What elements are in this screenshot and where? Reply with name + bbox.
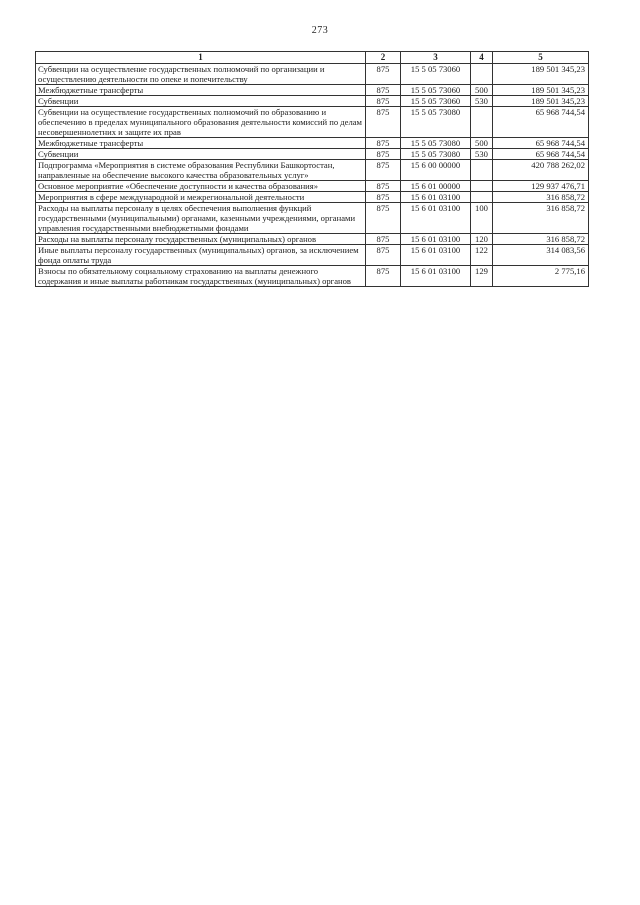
header-col-1: 1 — [36, 52, 366, 64]
row-ved: 875 — [366, 138, 401, 149]
row-name: Субвенции — [36, 149, 366, 160]
table-row — [36, 149, 589, 160]
row-sum: 316 858,72 — [493, 192, 589, 203]
header-col-2: 2 — [366, 52, 401, 64]
row-vr: 122 — [471, 245, 493, 266]
row-vr — [471, 107, 493, 138]
table-row — [36, 64, 589, 85]
row-ved: 875 — [366, 96, 401, 107]
row-name: Межбюджетные трансферты — [36, 138, 366, 149]
row-name: Межбюджетные трансферты — [36, 85, 366, 96]
page-number: 273 — [311, 25, 329, 36]
row-name: Субвенции на осуществление государственных полномочий по организации и осуществлению деятельности по опеке и попечительству — [36, 64, 366, 85]
row-vr: 129 — [471, 266, 493, 287]
row-name: Расходы на выплаты персоналу государственных (муниципальных) органов — [36, 234, 366, 245]
row-csr: 15 6 01 03100 — [401, 266, 471, 287]
row-sum: 314 083,56 — [493, 245, 589, 266]
row-sum: 65 968 744,54 — [493, 138, 589, 149]
row-sum: 189 501 345,23 — [493, 96, 589, 107]
row-name: Субвенции на осуществление государственных полномочий по образованию и обеспечению в пределах муниципального образования деятельности комиссий по делам несовершеннолетних и защите их прав — [36, 107, 366, 138]
row-vr: 100 — [471, 203, 493, 234]
row-vr: 500 — [471, 138, 493, 149]
row-ved: 875 — [366, 64, 401, 85]
header-col-4: 4 — [471, 52, 493, 64]
row-csr: 15 6 01 03100 — [401, 192, 471, 203]
row-ved: 875 — [366, 234, 401, 245]
row-ved: 875 — [366, 149, 401, 160]
budget-table — [35, 51, 589, 287]
row-csr: 15 5 05 73060 — [401, 96, 471, 107]
row-csr: 15 5 05 73080 — [401, 107, 471, 138]
row-csr: 15 5 05 73080 — [401, 138, 471, 149]
row-vr: 500 — [471, 85, 493, 96]
table-row — [36, 203, 589, 234]
row-csr: 15 5 05 73060 — [401, 85, 471, 96]
row-vr — [471, 160, 493, 181]
row-sum: 65 968 744,54 — [493, 107, 589, 138]
row-sum: 189 501 345,23 — [493, 85, 589, 96]
row-name: Основное мероприятие «Обеспечение доступности и качества образования» — [36, 181, 366, 192]
row-sum: 316 858,72 — [493, 203, 589, 234]
row-vr: 120 — [471, 234, 493, 245]
row-ved: 875 — [366, 160, 401, 181]
row-name: Взносы по обязательному социальному страхованию на выплаты денежного содержания и иные выплаты работникам государственных (муниципальных) органов — [36, 266, 366, 287]
row-vr: 530 — [471, 96, 493, 107]
row-ved: 875 — [366, 192, 401, 203]
row-csr: 15 6 01 00000 — [401, 181, 471, 192]
header-col-3: 3 — [401, 52, 471, 64]
row-sum: 2 775,16 — [493, 266, 589, 287]
row-ved: 875 — [366, 85, 401, 96]
table-row — [36, 245, 589, 266]
row-sum: 189 501 345,23 — [493, 64, 589, 85]
row-sum: 129 937 476,71 — [493, 181, 589, 192]
table-row — [36, 96, 589, 107]
table-row — [36, 181, 589, 192]
row-ved: 875 — [366, 181, 401, 192]
table-row — [36, 266, 589, 287]
table-row — [36, 138, 589, 149]
table-row — [36, 85, 589, 96]
row-name: Иные выплаты персоналу государственных (муниципальных) органов, за исключением фонда оплаты труда — [36, 245, 366, 266]
row-csr: 15 6 01 03100 — [401, 234, 471, 245]
table-row — [36, 192, 589, 203]
row-name: Подпрограмма «Мероприятия в системе образования Республики Башкортостан, направленные на обеспечение высокого качества образовательных услуг» — [36, 160, 366, 181]
row-ved: 875 — [366, 107, 401, 138]
header-col-5: 5 — [493, 52, 589, 64]
row-name: Субвенции — [36, 96, 366, 107]
row-vr — [471, 64, 493, 85]
row-vr — [471, 181, 493, 192]
table-row — [36, 107, 589, 138]
table-row — [36, 160, 589, 181]
row-ved: 875 — [366, 203, 401, 234]
row-csr: 15 6 01 03100 — [401, 203, 471, 234]
table-row — [36, 234, 589, 245]
row-csr: 15 5 05 73060 — [401, 64, 471, 85]
row-ved: 875 — [366, 245, 401, 266]
row-csr: 15 5 05 73080 — [401, 149, 471, 160]
row-vr: 530 — [471, 149, 493, 160]
table-header-row — [36, 52, 589, 64]
row-vr — [471, 192, 493, 203]
row-csr: 15 6 00 00000 — [401, 160, 471, 181]
row-ved: 875 — [366, 266, 401, 287]
row-csr: 15 6 01 03100 — [401, 245, 471, 266]
row-name: Мероприятия в сфере международной и межрегиональной деятельности — [36, 192, 366, 203]
row-sum: 65 968 744,54 — [493, 149, 589, 160]
row-sum: 420 788 262,02 — [493, 160, 589, 181]
row-sum: 316 858,72 — [493, 234, 589, 245]
row-name: Расходы на выплаты персоналу в целях обеспечения выполнения функций государственными (муниципальными) органами, казенными учреждениями, органами управления государственными внебюджетными фондами — [36, 203, 366, 234]
